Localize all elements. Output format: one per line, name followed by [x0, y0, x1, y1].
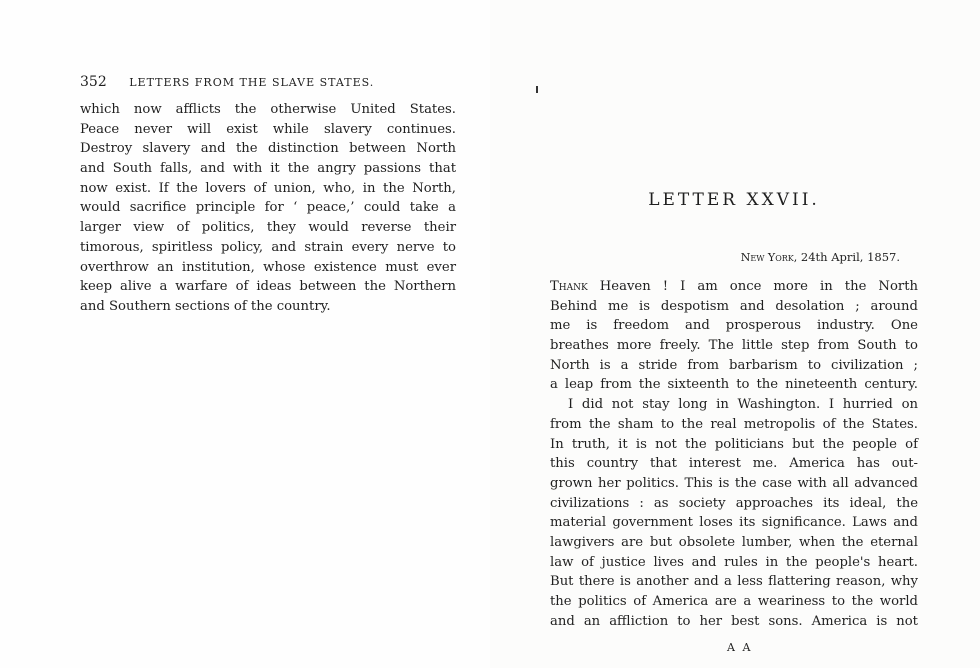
text-line: and Southern sections of the country.: [80, 298, 331, 314]
dateline: [550, 250, 900, 264]
text-line: and an affliction to her best sons. America is not: [550, 613, 918, 629]
right-page-text: [550, 277, 918, 631]
text-line: from the sham to the real metropolis of the States.: [550, 416, 918, 432]
text-line: the politics of America are a weariness to the world: [550, 594, 918, 609]
letter-heading: LETTER XXVII.: [648, 190, 820, 210]
text-line: timorous, spiritless policy, and strain every nerve to: [80, 239, 456, 255]
text-line: grown her politics. This is the case with all advanced: [550, 475, 918, 491]
text-line: But there is another and a less flattering reason, why: [550, 574, 918, 590]
text-line: Behind me is despotism and desolation ; around: [550, 298, 918, 314]
text-line: now exist. If the lovers of union, who, in the North,: [80, 180, 456, 196]
text-line: I did not stay long in Washington. I hurried on: [568, 397, 918, 413]
signature-mark: A A: [727, 641, 753, 654]
text-line: which now afflicts the otherwise United States.: [80, 102, 456, 117]
text-line: In truth, it is not the politicians but the people of: [550, 436, 918, 452]
text-line: law of justice lives and rules in the people's heart.: [550, 554, 918, 570]
text-line: this country that interest me. America has out-: [550, 456, 918, 472]
text-line: me is freedom and prosperous industry. One: [550, 318, 918, 334]
text-line: larger view of politics, they would reverse their: [80, 220, 456, 236]
text-line: overthrow an institution, whose existence must ever: [80, 259, 456, 275]
dateline-date: 24th April, 1857.: [800, 250, 900, 264]
printer-mark: [536, 86, 538, 93]
text-line: material government loses its significance. Laws and: [550, 515, 918, 531]
running-head-title: LETTERS FROM THE SLAVE STATES.: [129, 76, 375, 89]
text-line: civilizations : as society approaches its ideal, the: [550, 495, 918, 511]
left-page-text: [80, 100, 456, 317]
page-number: 352: [80, 74, 107, 90]
dateline-place: New York,: [740, 251, 798, 264]
text-line: breathes more freely. The little step from South to: [550, 338, 918, 354]
opening-rest: Heaven ! I am once more in the North: [587, 279, 918, 294]
text-line: would sacrifice principle for ‘ peace,’ could take a: [80, 200, 456, 216]
text-line: North is a stride from barbarism to civilization ;: [550, 357, 918, 373]
opening-line: [550, 277, 918, 297]
opening-word: Thank: [550, 279, 588, 294]
running-head: [80, 74, 460, 90]
text-line: Destroy slavery and the distinction between North: [80, 141, 456, 157]
text-line: and South falls, and with it the angry passions that: [80, 161, 456, 177]
text-line: Peace never will exist while slavery continues.: [80, 121, 456, 137]
text-line: keep alive a warfare of ideas between the Northern: [80, 279, 456, 295]
text-line: a leap from the sixteenth to the nineteenth century.: [550, 377, 918, 393]
text-line: lawgivers are but obsolete lumber, when the eternal: [550, 534, 918, 550]
